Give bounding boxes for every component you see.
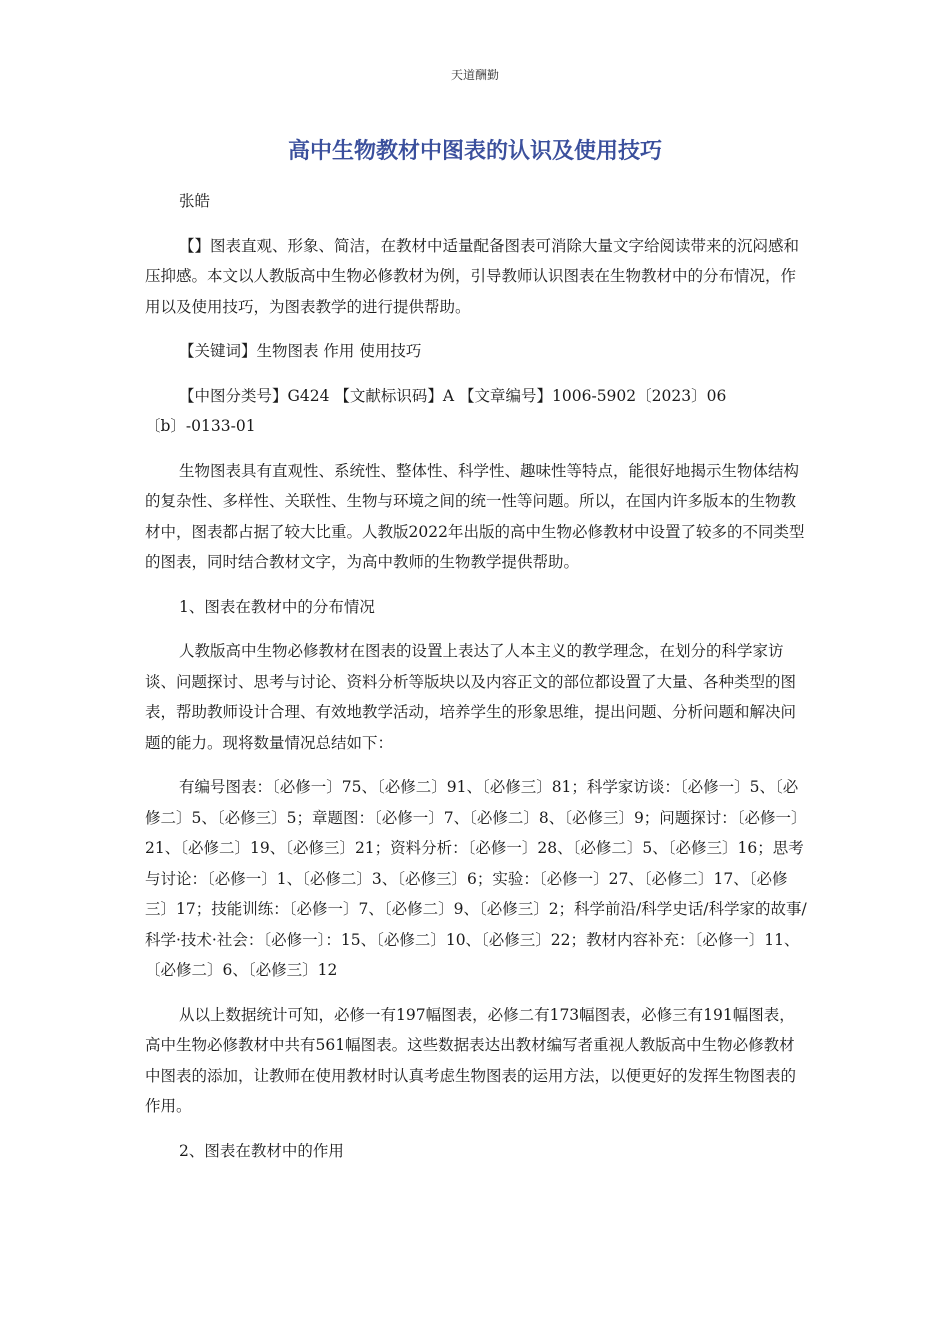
body-paragraph: 有编号图表：〔必修一〕75、〔必修二〕91、〔必修三〕81；科学家访谈：〔必修一〕5、〔必修二〕5、〔必修三〕5；章题图：〔必修一〕7、〔必修二〕8、〔必修三〕9；问题探讨：〔必修一〕21、〔必修二〕19、〔必修三〕21；资料分析：〔必修一〕28、〔必修二〕5、〔必修三〕16；思考与讨论：〔必修一〕1、〔必修二〕3、〔必修三〕6；实验：〔必修一〕27、〔必修二〕17、〔必修三〕17；技能训练：〔必修一〕7、〔必修二〕9、〔必修三〕2；科学前沿/科学史话/科学家的故事/科学·技术·社会：〔必修一〕：15、〔必修二〕10、〔必修三〕22；教材内容补充：〔必修一〕11、〔必修二〕6、〔必修三〕12 (145, 778, 807, 979)
article-body (145, 186, 807, 1166)
classification: 【中图分类号】G424 【文献标识码】A 【文章编号】1006-5902〔2023〕06〔b〕-0133-01 (145, 386, 727, 435)
body-paragraph: 从以上数据统计可知，必修一有197幅图表，必修二有173幅图表，必修三有191幅图表，高中生物必修教材中共有561幅图表。这些数据表达出教材编写者重视人教版高中生物必修教材中图表的添加，让教师在使用教材时认真考虑生物图表的运用方法，以便更好的发挥生物图表的作用。 (145, 1005, 797, 1115)
body-paragraph: 人教版高中生物必修教材在图表的设置上表达了人本主义的教学理念，在划分的科学家访谈、问题探讨、思考与讨论、资料分析等版块以及内容正文的部位都设置了大量、各种类型的图表，帮助教师设计合理、有效地教学活动，培养学生的形象思维，提出问题、分析问题和解决问题的能力。现将数量情况总结如下： (145, 642, 797, 752)
body-paragraph: 生物图表具有直观性、系统性、整体性、科学性、趣味性等特点，能很好地揭示生物体结构的复杂性、多样性、关联性、生物与环境之间的统一性等问题。所以，在国内许多版本的生物教材中，图表都占据了较大比重。人教版2022年出版的高中生物必修教材中设置了较多的不同类型的图表，同时结合教材文字，为高中教师的生物教学提供帮助。 (145, 461, 805, 571)
keywords: 【关键词】生物图表 作用 使用技巧 (179, 342, 422, 360)
author: 张皓 (179, 192, 211, 210)
section-heading: 2、图表在教材中的作用 (179, 1141, 344, 1160)
article-title: 高中生物教材中图表的认识及使用技巧 (287, 139, 662, 164)
page-header: 天道酬勤 (450, 68, 499, 82)
abstract: 【】图表直观、形象、简洁，在教材中适量配备图表可消除大量文字给阅读带来的沉闷感和压抑感。本文以人教版高中生物必修教材为例，引导教师认识图表在生物教材中的分布情况，作用以及使用技巧，为图表教学的进行提供帮助。 (145, 236, 800, 316)
section-heading: 1、图表在教材中的分布情况 (179, 597, 375, 616)
